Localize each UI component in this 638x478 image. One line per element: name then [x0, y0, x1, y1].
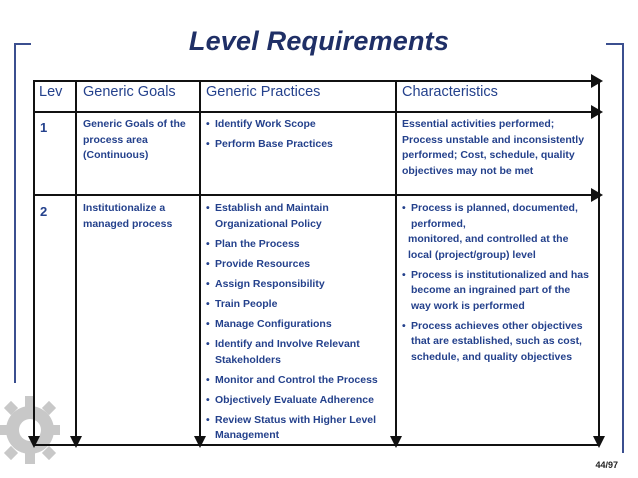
row2-practices — [206, 201, 391, 448]
header-generic-goals: Generic Goals — [83, 84, 176, 100]
arrow-down-icon — [194, 436, 206, 448]
row1-goals: Generic Goals of the process area (Continuous) — [83, 118, 186, 161]
practice-item: • Plan the Process — [206, 237, 391, 253]
table-top-border — [33, 80, 600, 82]
level-2: 2 — [40, 204, 48, 219]
frame-top-right-v — [622, 43, 624, 453]
characteristic-item-continued: monitored, and controlled at the local (project/group) level — [408, 233, 569, 261]
arrow-down-icon — [70, 436, 82, 448]
col-border-lev — [75, 80, 77, 446]
row1-practices — [206, 117, 391, 157]
characteristic-item: • Process is planned, documented, performed, — [402, 201, 592, 232]
col-border-goals — [199, 80, 201, 446]
arrow-right-icon — [591, 74, 603, 88]
arrow-right-icon — [591, 188, 603, 202]
row2-goals: Institutionalize a managed process — [83, 202, 173, 230]
characteristic-item: • Process achieves other objectives that are established, such as cost, schedule, and quality objectives — [402, 319, 592, 366]
practice-item: • Provide Resources — [206, 257, 391, 273]
header-divider — [33, 111, 600, 113]
practice-item: • Establish and Maintain Organizational Policy — [206, 201, 391, 232]
practice-item: • Train People — [206, 297, 391, 313]
requirements-table — [33, 80, 600, 447]
practice-item: • Monitor and Control the Process — [206, 373, 391, 389]
practice-item: • Identify and Involve Relevant Stakeholders — [206, 337, 391, 368]
practice-item: • Perform Base Practices — [206, 137, 391, 153]
col-border-practices — [395, 80, 397, 446]
arrow-down-icon — [593, 436, 605, 448]
header-generic-practices: Generic Practices — [206, 84, 321, 100]
practice-item: • Review Status with Higher Level Management — [206, 413, 391, 444]
row1-characteristics — [402, 117, 592, 184]
col-border-right — [598, 80, 600, 446]
characteristic-item: • Process is institutionalized and has become an ingrained part of the way work is performed — [402, 268, 592, 315]
header-lev: Lev — [39, 84, 63, 100]
frame-top-left-v — [14, 43, 16, 383]
practice-item: • Assign Responsibility — [206, 277, 391, 293]
page-number: 44/97 — [595, 460, 618, 470]
practice-item: • Manage Configurations — [206, 317, 391, 333]
characteristic-text: Essential activities performed; Process unstable and inconsistently performed; Cost, schedule, quality objectives may not be met — [402, 118, 585, 177]
slide-title: Level Requirements — [188, 26, 450, 56]
row2-characteristics — [402, 201, 592, 370]
level-1: 1 — [40, 120, 48, 135]
arrow-down-icon — [28, 436, 40, 448]
col-border-left — [33, 80, 35, 446]
practice-item: • Identify Work Scope — [206, 117, 391, 133]
practice-item: • Objectively Evaluate Adherence — [206, 393, 391, 409]
arrow-right-icon — [591, 105, 603, 119]
arrow-down-icon — [390, 436, 402, 448]
row-divider — [33, 194, 600, 196]
header-characteristics: Characteristics — [402, 84, 498, 100]
